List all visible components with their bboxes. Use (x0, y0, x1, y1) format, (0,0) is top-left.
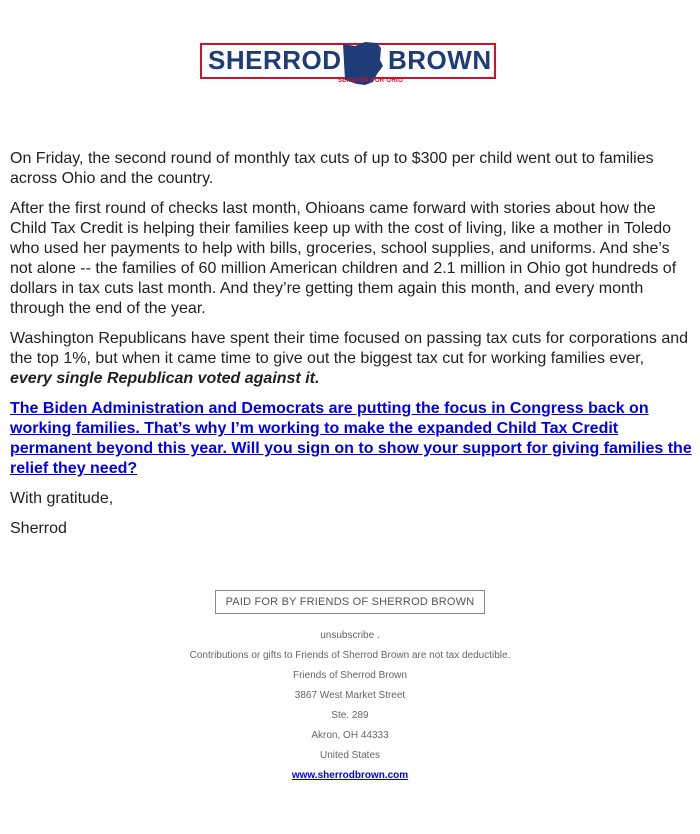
address-country: United States (319, 750, 381, 761)
logo-last-name: BROWN (388, 45, 492, 75)
org-name: Friends of Sherrod Brown (293, 670, 407, 681)
paragraph-cta (10, 399, 692, 479)
paragraph-stories: After the first round of checks last month, Ohioans came forward with stories about how the Child Tax Credit is helping their families keep up with the cost of living, like a mother in Toledo who used her payments to help with bills, groceries, school supplies, and uniforms. And she’s not alone -- the families of 60 million American children and 2.1 million in Ohio got hundreds of dollars in tax cuts last month. And they’re getting them again this month, and every month through the end of the year. (10, 200, 677, 317)
paragraph-republicans-emphasis: every single Republican voted against it. (10, 370, 320, 387)
logo-subtitle: SENATOR FOR OHIO (338, 78, 403, 84)
email-body (10, 149, 692, 549)
address-city: Akron, OH 44333 (311, 730, 389, 741)
website-link[interactable]: www.sherrodbrown.com (291, 770, 409, 781)
signature: Sherrod (10, 520, 67, 537)
address-suite: Ste. 289 (331, 710, 369, 721)
paragraph-intro: On Friday, the second round of monthly tax cuts of up to $300 per child went out to families across Ohio and the country. (10, 150, 654, 187)
campaign-logo (200, 40, 500, 88)
email-footer (0, 590, 700, 786)
closing-line: With gratitude, (10, 490, 114, 507)
paid-for-disclaimer: PAID FOR BY FRIENDS OF SHERROD BROWN (215, 590, 486, 614)
logo-first-name: SHERROD (208, 45, 342, 75)
paragraph-republicans (10, 329, 692, 389)
cta-sign-on-link[interactable]: The Biden Administration and Democrats are putting the focus in Congress back on working families. That’s why I’m working to make the expanded Child Tax Credit permanent beyond this year. Will you sign on to show your support for giving families the relief they need? (10, 400, 692, 477)
unsubscribe-suffix: . (374, 630, 380, 641)
unsubscribe-line (0, 626, 700, 646)
paragraph-republicans-text: Washington Republicans have spent their time focused on passing tax cuts for corporations and the top 1%, but when it came time to give out the biggest tax cut for working families ever, (10, 330, 689, 367)
unsubscribe-link[interactable]: unsubscribe (320, 630, 375, 641)
address-street: 3867 West Market Street (294, 690, 406, 701)
website-line (0, 766, 700, 786)
tax-disclaimer: Contributions or gifts to Friends of Sherrod Brown are not tax deductible. (189, 650, 511, 661)
